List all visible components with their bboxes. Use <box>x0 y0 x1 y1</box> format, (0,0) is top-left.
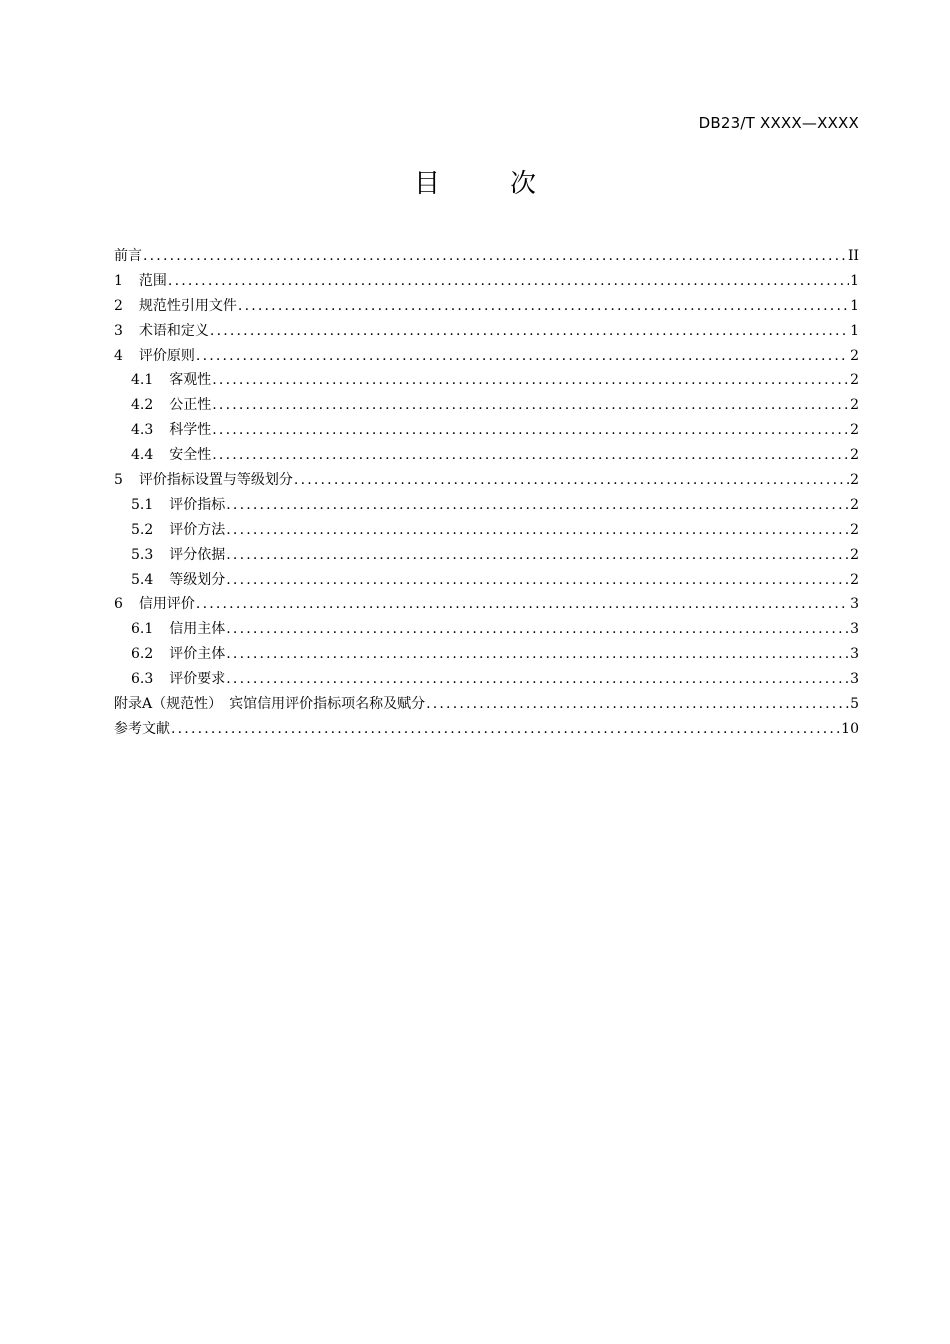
toc-entry-page: 3 <box>850 671 859 688</box>
toc-entry-page: 2 <box>850 422 859 439</box>
toc-leader-dots <box>212 443 849 468</box>
toc-leader-dots <box>226 617 849 642</box>
toc-leader-dots <box>212 418 849 443</box>
toc-entry-label: 评分依据 <box>169 546 226 563</box>
toc-leader-dots <box>212 368 849 393</box>
toc-entry-label: 术语和定义 <box>138 322 209 339</box>
toc-entry-label: 科学性 <box>169 422 212 439</box>
toc-entry-number: 1 <box>114 272 123 289</box>
toc-entry-page: 3 <box>850 596 859 613</box>
toc-entry-number: 4.1 <box>131 372 154 389</box>
toc-leader-dots <box>226 667 849 692</box>
toc-leader-dots <box>238 294 849 319</box>
toc-entry-number: 4.3 <box>131 422 154 439</box>
toc-entry[interactable] <box>114 493 859 518</box>
toc-entry-page: 1 <box>850 297 859 314</box>
toc-entry-page: 1 <box>850 322 859 339</box>
toc-entry-label: 范围 <box>138 272 167 289</box>
toc-entry[interactable] <box>114 344 859 369</box>
toc-entry-page: 2 <box>850 546 859 563</box>
toc-entry-label: 信用主体 <box>169 621 226 638</box>
toc-entry-number: 5.3 <box>131 546 154 563</box>
toc-entry[interactable] <box>114 543 859 568</box>
toc-entry-label: 规范性引用文件 <box>138 297 237 314</box>
toc-entry-number: 4.4 <box>131 447 154 464</box>
toc-entry[interactable] <box>114 617 859 642</box>
toc-entry[interactable] <box>114 592 859 617</box>
toc-entry-number: 5.1 <box>131 496 154 513</box>
toc-entry-number: 6 <box>114 596 123 613</box>
toc-entry-page: 2 <box>850 472 859 489</box>
toc-entry-number: 2 <box>114 297 123 314</box>
page-title: 目 次 <box>413 169 558 199</box>
toc-leader-dots <box>171 717 840 742</box>
toc-entry-page: 2 <box>850 496 859 513</box>
toc-entry[interactable] <box>114 319 859 344</box>
toc-entry-label: 等级划分 <box>169 571 226 588</box>
toc-entry[interactable] <box>114 393 859 418</box>
toc-leader-dots <box>226 642 849 667</box>
toc-entry[interactable] <box>114 518 859 543</box>
document-code: DB23/T XXXX—XXXX <box>698 114 859 132</box>
toc-entry-label: 前言 <box>114 248 142 264</box>
toc-leader-dots <box>196 344 849 369</box>
toc-entry[interactable] <box>114 244 859 269</box>
toc-leader-dots <box>196 592 849 617</box>
toc-entry-page: 2 <box>850 521 859 538</box>
toc-entry-page: 1 <box>850 272 859 289</box>
toc-entry-label: 信用评价 <box>138 596 195 613</box>
toc-entry-page: 3 <box>850 621 859 638</box>
toc-entry-label: 评价原则 <box>138 347 195 364</box>
toc-entry-label: 评价要求 <box>169 671 226 688</box>
toc-entry-page: 2 <box>850 372 859 389</box>
toc-entry[interactable] <box>114 418 859 443</box>
toc-entry[interactable] <box>114 667 859 692</box>
toc-leader-dots <box>294 468 849 493</box>
toc-leader-dots <box>168 269 849 294</box>
toc-entry[interactable] <box>114 443 859 468</box>
toc-entry-number: 6.1 <box>131 621 154 638</box>
toc-entry-page: 3 <box>850 646 859 663</box>
toc-entry-number: 3 <box>114 322 123 339</box>
toc-entry[interactable] <box>114 269 859 294</box>
toc-entry-page: II <box>847 248 859 264</box>
toc-entry-number: 4 <box>114 347 123 364</box>
toc-leader-dots <box>143 244 847 269</box>
toc-leader-dots <box>426 692 849 717</box>
toc-entry-page: 5 <box>850 696 859 713</box>
toc-entry-label: 评价指标 <box>169 496 226 513</box>
toc-entry-label: 评价方法 <box>169 521 226 538</box>
toc-entry-page: 2 <box>850 571 859 588</box>
toc-entry[interactable] <box>114 692 859 717</box>
toc-entry-number: 6.3 <box>131 671 154 688</box>
toc-leader-dots <box>226 568 849 593</box>
toc-entry-number: 5.2 <box>131 521 154 538</box>
toc-entry-label: 参考文献 <box>114 720 170 737</box>
toc-entry-number: 5.4 <box>131 571 154 588</box>
toc-entry-label: 评价主体 <box>169 646 226 663</box>
toc-entry[interactable] <box>114 468 859 493</box>
toc-entry-page: 2 <box>850 447 859 464</box>
toc-entry[interactable] <box>114 368 859 393</box>
toc-entry-label: 公正性 <box>169 397 212 414</box>
toc-entry-number: 5 <box>114 472 123 489</box>
toc-leader-dots <box>226 543 849 568</box>
toc-leader-dots <box>226 518 849 543</box>
toc-entry-page: 2 <box>850 397 859 414</box>
toc-entry-number: 6.2 <box>131 646 154 663</box>
toc-entry-label: 附录A（规范性） 宾馆信用评价指标项名称及赋分 <box>114 696 426 713</box>
toc-leader-dots <box>212 393 849 418</box>
toc-leader-dots <box>226 493 849 518</box>
toc-entry-label: 评价指标设置与等级划分 <box>138 472 293 489</box>
toc-entry[interactable] <box>114 717 859 742</box>
toc-entry-number: 4.2 <box>131 397 154 414</box>
toc-entry[interactable] <box>114 568 859 593</box>
toc-entry[interactable] <box>114 294 859 319</box>
table-of-contents <box>114 244 859 742</box>
toc-entry-label: 安全性 <box>169 447 212 464</box>
toc-entry-page: 2 <box>850 347 859 364</box>
toc-leader-dots <box>210 319 849 344</box>
toc-entry-label: 客观性 <box>169 372 212 389</box>
toc-entry[interactable] <box>114 642 859 667</box>
toc-entry-page: 10 <box>841 720 859 737</box>
